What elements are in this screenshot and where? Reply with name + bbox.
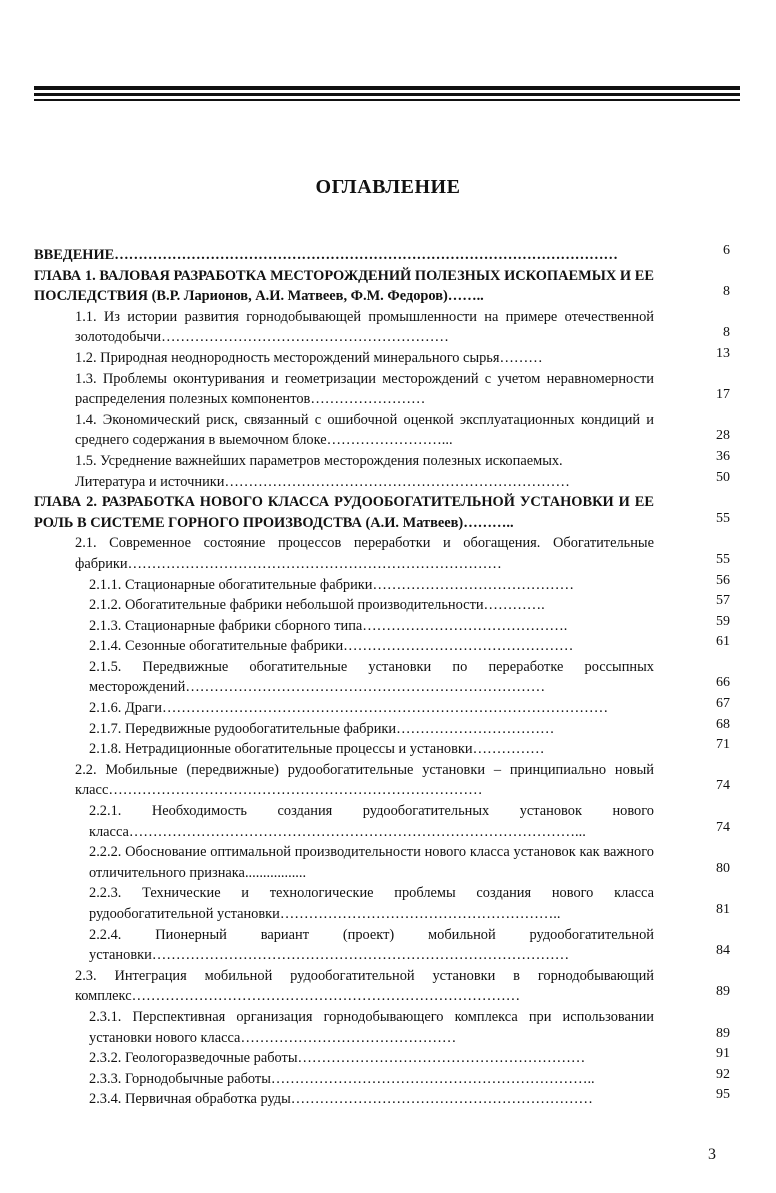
toc-entry-page: 67 <box>716 696 730 712</box>
toc-entry-title: 2.1.5. Передвижные обогатительные установки по переработке россыпных месторождений………………………………………………………………… <box>89 658 654 696</box>
toc-entry-title: 2.1.7. Передвижные рудообогатительные фабрики…………………………… <box>89 720 555 737</box>
toc-entry-title: ВВЕДЕНИЕ…………………………………………………………………………………………… <box>34 247 618 263</box>
toc-entry-page: 71 <box>716 737 730 753</box>
toc-entry <box>34 698 740 719</box>
toc-entry-title: 2.1.8. Нетрадиционные обогатительные процессы и установки…………… <box>89 741 545 758</box>
toc-chapter-entry <box>34 266 740 307</box>
toc-entry <box>34 369 740 410</box>
toc-entry-page: 84 <box>716 943 730 959</box>
toc-entry-page: 91 <box>716 1046 730 1062</box>
toc-entry-title: 2.1.2. Обогатительные фабрики небольшой производительности…………. <box>89 597 545 614</box>
toc-entry-title: ГЛАВА 2. РАЗРАБОТКА НОВОГО КЛАССА РУДООБОГАТИТЕЛЬНОЙ УСТАНОВКИ И ЕЕ РОЛЬ В СИСТЕМЕ ГОРНОГО ПРОИЗВОДСТВА (А.И. Матвеев)……….. <box>34 494 654 531</box>
toc-entry <box>34 1007 740 1048</box>
toc-entry-page: 6 <box>723 243 730 258</box>
toc-entry <box>34 657 740 698</box>
toc-entry-title: 2.3.2. Геологоразведочные работы…………………………………………………… <box>89 1050 586 1067</box>
toc-entry <box>34 883 740 924</box>
toc-entry <box>34 613 740 637</box>
toc-entry <box>34 842 740 883</box>
toc-entry-title: 2.2.4. Пионерный вариант (проект) мобильной рудообогатительной установки…………………………………………………………………………… <box>89 926 654 964</box>
toc-entry-page: 68 <box>716 716 730 732</box>
toc-entry <box>34 410 740 451</box>
toc-entry-page: 66 <box>716 675 730 691</box>
toc-entry-page: 55 <box>716 510 730 526</box>
toc-entry-title: 2.1. Современное состояние процессов переработки и обогащения. Обогатительные фабрики…………………………………………………………………… <box>75 535 654 572</box>
toc-entry-page: 61 <box>716 634 730 650</box>
table-of-contents <box>34 245 740 1110</box>
toc-entry-page: 59 <box>716 613 730 629</box>
toc-entry <box>34 925 740 966</box>
toc-entry-page: 8 <box>723 325 730 341</box>
toc-entry-title: 2.1.6. Драги………………………………………………………………………………… <box>89 700 609 717</box>
toc-entry-title: 2.3. Интеграция мобильной рудообогатительной установки в горнодобывающий комплекс……………………………………………………………………… <box>75 967 654 1005</box>
toc-entry <box>34 636 740 657</box>
toc-entry-page: 80 <box>716 860 730 876</box>
toc-entry-title: 1.5. Усреднение важнейших параметров месторождения полезных ископаемых. <box>75 452 563 469</box>
toc-entry <box>34 595 740 616</box>
toc-entry-page: 57 <box>716 593 730 609</box>
toc-entry-title: 2.1.3. Стационарные фабрики сборного типа……………………………………. <box>89 617 568 634</box>
toc-entry-page: 89 <box>716 984 730 1000</box>
toc-entry-title: ГЛАВА 1. ВАЛОВАЯ РАЗРАБОТКА МЕСТОРОЖДЕНИЙ ПОЛЕЗНЫХ ИСКОПАЕМЫХ И ЕЕ ПОСЛЕДСТВИЯ (В.Р. Ларионов, А.И. Матвеев, Ф.М. Федоров)…….. <box>34 267 654 305</box>
toc-entry-title: 2.1.4. Сезонные обогатительные фабрики………………………………………… <box>89 638 574 655</box>
toc-entry-page: 74 <box>716 819 730 835</box>
toc-entry-page: 81 <box>716 902 730 917</box>
page-number: 3 <box>708 1146 716 1163</box>
toc-entry <box>34 1089 740 1110</box>
toc-entry-page: 95 <box>716 1087 730 1103</box>
toc-entry-title: 2.1.1. Стационарные обогатительные фабрики…………………………………… <box>89 576 574 593</box>
toc-entry <box>34 1066 740 1090</box>
toc-entry-page: 50 <box>716 469 730 485</box>
toc-entry-page: 89 <box>716 1025 730 1041</box>
toc-entry-title: 1.4. Экономический риск, связанный с ошибочной оценкой эксплуатационных кондиций и среднего содержания в выемочном блоке……………………... <box>75 411 654 449</box>
toc-entry-title: 2.3.4. Первичная обработка руды……………………………………………………… <box>89 1091 593 1108</box>
toc-entry-page: 17 <box>716 387 730 403</box>
toc-entry-title: 1.1. Из истории развития горнодобывающей промышленности на примере отечественной золотодобычи…………………………………………………… <box>75 308 654 346</box>
toc-chapter-entry <box>34 245 740 266</box>
toc-entry <box>34 345 740 369</box>
toc-entry-page: 92 <box>716 1066 730 1082</box>
toc-entry-page: 13 <box>716 345 730 361</box>
toc-entry-title: 2.2.3. Технические и технологические проблемы создания нового класса рудообогатительной установки………………………………………………….. <box>89 885 654 922</box>
toc-entry-page: 28 <box>716 428 730 444</box>
toc-entry-page: 74 <box>716 778 730 794</box>
top-rule-1 <box>34 86 740 90</box>
toc-entry <box>34 448 740 472</box>
toc-entry-page: 55 <box>716 551 730 567</box>
toc-entry-title: 1.3. Проблемы оконтуривания и геометризации месторождений с учетом неравномерности распределения полезных компонентов…………………… <box>75 370 654 408</box>
toc-entry <box>34 760 740 801</box>
toc-entry <box>34 469 740 493</box>
toc-entry <box>34 1048 740 1069</box>
top-rule-3 <box>34 99 740 101</box>
toc-entry-title: 2.3.1. Перспективная организация горнодобывающего комплекса при использовании установки нового класса……………………………………… <box>89 1008 654 1046</box>
toc-entry <box>34 716 740 740</box>
toc-entry-title: 1.2. Природная неоднородность месторождений минерального сырья……… <box>75 349 543 366</box>
toc-entry <box>34 801 740 842</box>
toc-entry-page: 8 <box>723 284 730 300</box>
toc-entry <box>34 533 740 574</box>
toc-entry-title: Литература и источники……………………………………………………………… <box>75 473 570 490</box>
toc-chapter-entry <box>34 492 740 533</box>
top-rule-2 <box>34 93 740 96</box>
toc-entry <box>34 572 740 596</box>
page-title: ОГЛАВЛЕНИЕ <box>315 176 461 198</box>
toc-entry-title: 2.2. Мобильные (передвижные) рудообогатительные установки – принципиально новый класс…………………………………………………………………… <box>75 761 654 799</box>
toc-entry-title: 2.2.1. Необходимость создания рудообогатительных установок нового класса…………………………………………………………………………………... <box>89 803 654 840</box>
toc-entry <box>34 739 740 760</box>
toc-entry-page: 56 <box>716 572 730 588</box>
toc-entry <box>34 307 740 348</box>
toc-entry <box>34 966 740 1007</box>
toc-entry-title: 2.2.2. Обоснование оптимальной производительности нового класса установок как важного отличительного признака................. <box>89 844 654 881</box>
toc-entry-title: 2.3.3. Горнодобычные работы………………………………………………………….. <box>89 1070 595 1087</box>
toc-entry-page: 36 <box>716 448 730 464</box>
